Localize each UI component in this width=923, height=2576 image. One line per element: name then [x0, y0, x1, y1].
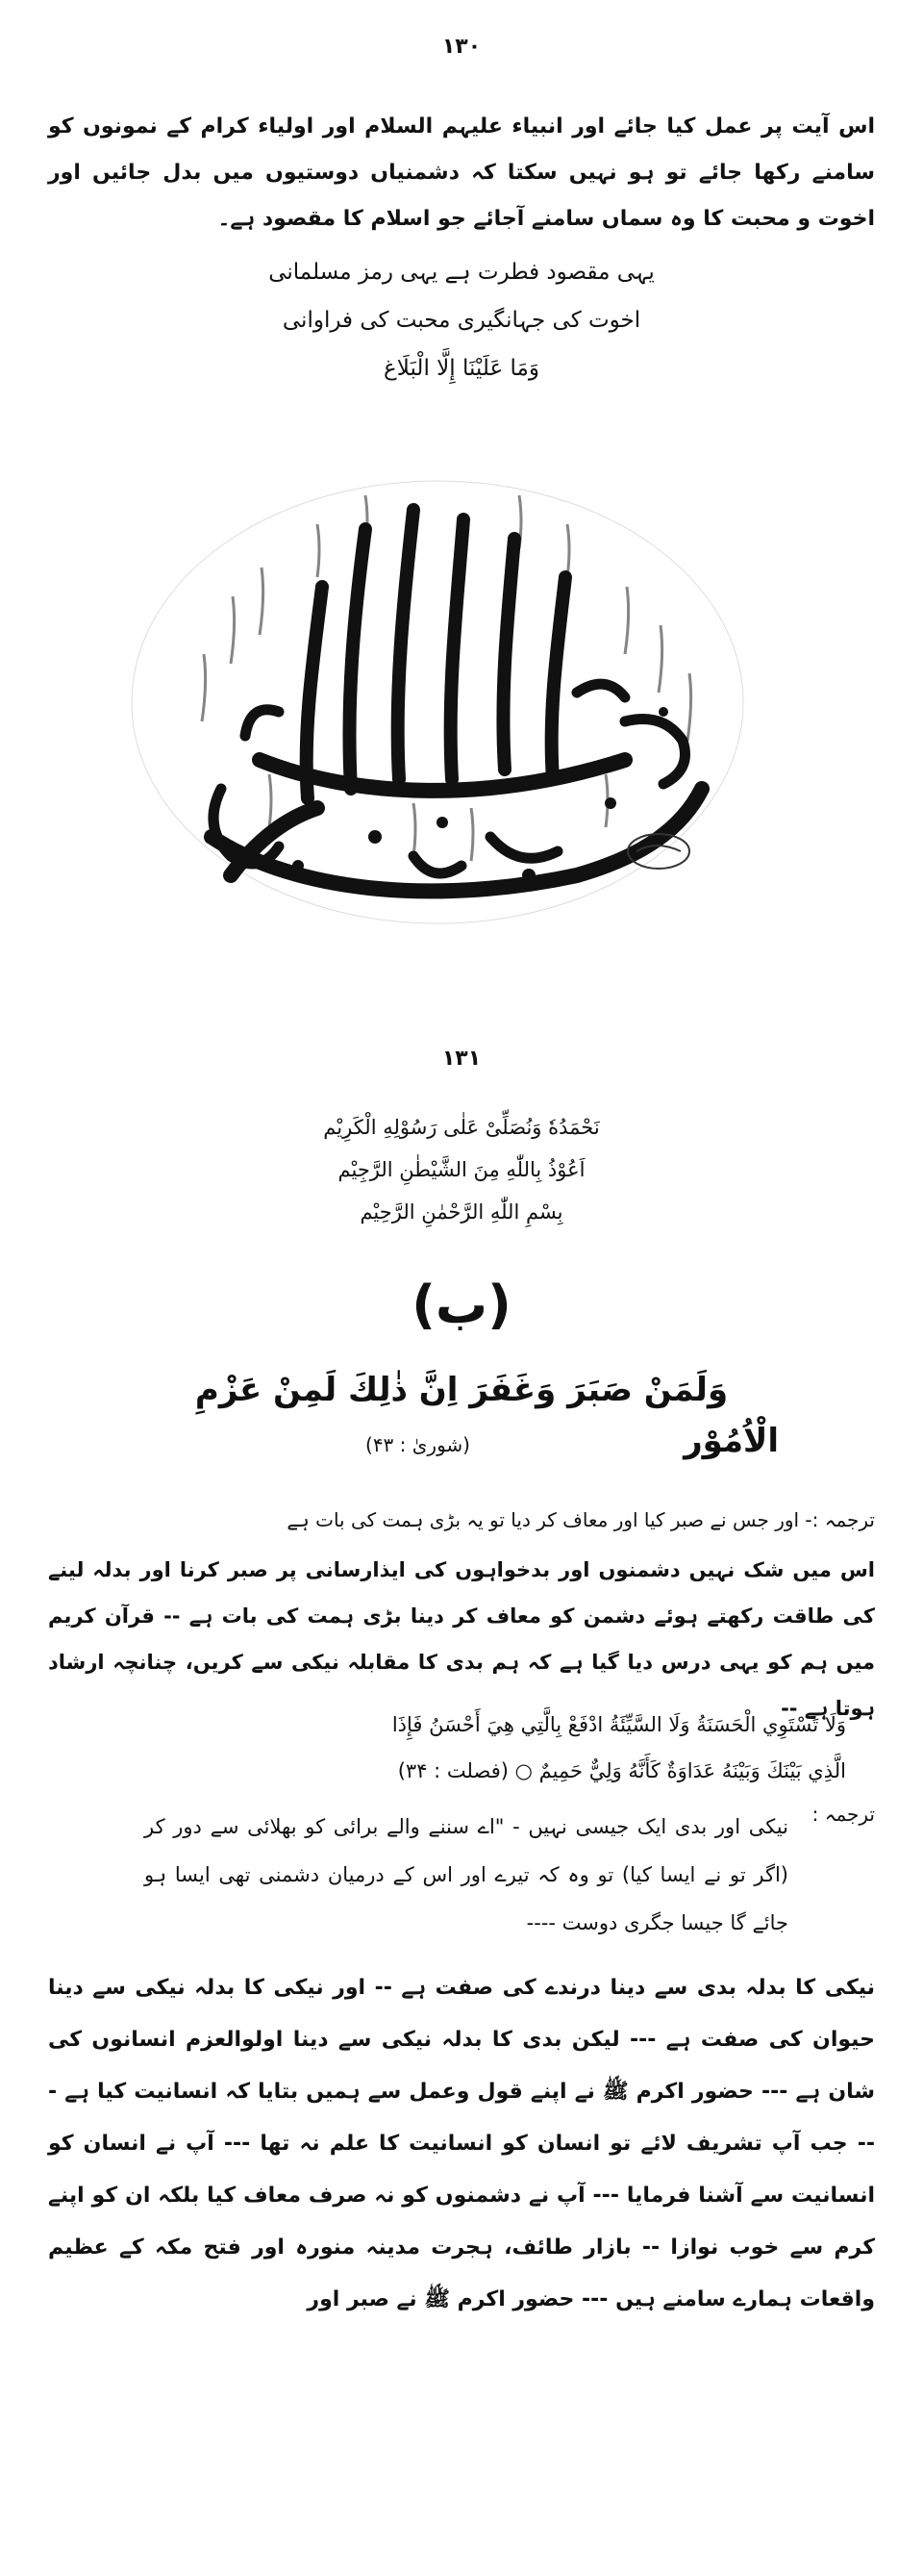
ayah-heading-line-2: الْاُمُوْر	[684, 1422, 779, 1460]
opening-hamd: نَحْمَدُهٗ وَنُصَلِّیْ عَلٰی رَسُوْلِهِ الْکَرِیْم	[323, 1116, 600, 1139]
verse-line-2: اخوت کی جہانگیری محبت کی فراوانی	[282, 308, 641, 333]
page131-paragraph-2: نیکی کا بدلہ بدی سے دینا درندے کی صفت ہے -- اور نیکی کا بدلہ نیکی سے دینا حیوان کی صفت ہے --- لیکن بدی کا بدلہ نیکی سے دینا اولوالعزم انسانوں کی شان ہے --- حضور اکرم ﷺ نے اپنے قول وعمل سے ہمیں بتایا کہ انسانیت کیا ہے --- جب آپ تشریف لائے تو انسان کو انسانیت کا علم نہ تھا --- آپ نے انسان کو انسانیت سے آشنا فرمایا --- آپ نے دشمنوں کو نہ صرف معاف کیا بلکہ ان کو اپنے کرم سے خوب نوازا -- بازار طائف، ہجرت مدینہ منورہ اور فتح مکہ کے عظیم واقعات ہمارے سامنے ہیں --- حضور اکرم ﷺ نے صبر اور	[48, 1976, 875, 2311]
verse-line-1: یہی مقصود فطرت ہے یہی رمز مسلمانی	[268, 260, 655, 285]
page131-paragraph-1: اس میں شک نہیں دشمنوں اور بدخواہوں کی ایذارسانی پر صبر کرنا اور بدلہ لینے کی طاقت رکھتے ہوئے دشمن کو معاف کر دینا بڑی ہمت کی بات ہے -- قرآن کریم میں ہم کو یہی درس دیا گیا ہے کہ ہم بدی کا مقابلہ نیکی سے کریں، چنانچہ ارشاد ہوتا ہے --	[48, 1558, 875, 1720]
ayah-heading-line-1: وَلَمَنْ صَبَرَ وَغَفَرَ اِنَّ ذٰلِكَ لَمِنْ عَزْمِ	[194, 1371, 729, 1409]
page-number-130: ۱۳۰	[441, 35, 482, 59]
translation-2-label: ترجمہ :	[811, 1803, 875, 1826]
ayah-reference: (شوریٰ : ۴۳)	[365, 1433, 470, 1456]
translation-1: ترجمہ :- اور جس نے صبر کیا اور معاف کر دیا تو یہ بڑی ہمت کی بات ہے	[287, 1508, 875, 1531]
opening-taawwuz: اَعُوْذُ بِاللّٰهِ مِنَ الشَّیْطٰنِ الرَّجِیْم	[337, 1158, 586, 1181]
verse-line-3: وَمَا عَلَيْنَا إِلَّا الْبَلَاغ	[384, 356, 539, 381]
calligraphy-emblem	[125, 471, 750, 933]
calligraphy-graphic	[125, 471, 750, 933]
page130-verse	[0, 248, 923, 392]
quran-line-2: الَّذِي بَيْنَكَ وَبَيْنَهُ عَدَاوَةٌ كَأَنَّهُ وَلِيٌّ حَمِيمٌ ○ (فصلت : ۳۴)	[397, 1759, 846, 1782]
page-number-131: ۱۳۱	[441, 1047, 482, 1071]
quran-line-1: وَلَا تَسْتَوِي الْحَسَنَةُ وَلَا السَّيِّئَةُ ادْفَعْ بِالَّتِي هِيَ أَحْسَنُ فَإِذَا	[391, 1713, 846, 1736]
translation-2: نیکی اور بدی ایک جیسی نہیں - "اے سننے والے برائی کو بھلائی سے دور کر (اگر تو نے ایسا کیا) تو وہ کہ تیرے اور اس کے درمیان دشمنی تھی ایسا ہو جائے گا جیسا جگری دوست ----	[144, 1815, 788, 1934]
page131-openings	[0, 1106, 923, 1233]
section-letter: (ب)	[412, 1275, 511, 1335]
opening-bismillah: بِسْمِ اللّٰهِ الرَّحْمٰنِ الرَّحِیْم	[360, 1200, 563, 1224]
page130-paragraph: اس آیت پر عمل کیا جائے اور انبیاء علیہم السلام اور اولیاء کرام کے نمونوں کو سامنے رکھا جائے تو ہو نہیں سکتا کہ دشمنیاں دوستیوں میں بدل جائیں اور اخوت و محبت کا وہ سماں سامنے آجائے جو اسلام کا مقصود ہے۔	[48, 114, 875, 231]
